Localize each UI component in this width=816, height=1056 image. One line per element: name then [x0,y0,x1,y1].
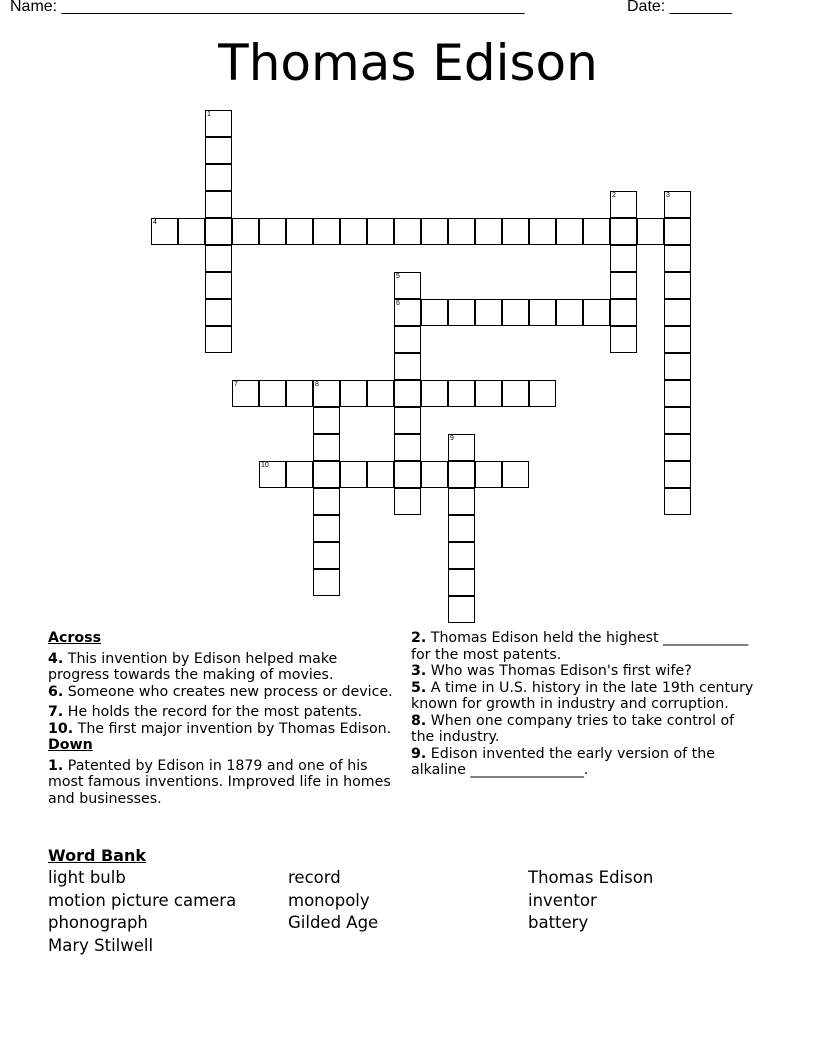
grid-cell[interactable] [367,461,394,488]
clue-number-label: 3 [666,192,670,199]
grid-cell[interactable] [664,488,691,515]
grid-cell[interactable] [286,218,313,245]
grid-cell[interactable] [205,137,232,164]
word-bank-item: Thomas Edison [528,868,654,887]
clue-number-label: 9 [450,435,454,442]
grid-cell[interactable] [610,218,637,245]
clue-down-5: 5. A time in U.S. history in the late 19th century known for growth in industry and corruption. [411,679,754,712]
grid-cell[interactable] [448,569,475,596]
grid-cell[interactable] [232,380,259,407]
grid-cell[interactable] [637,218,664,245]
clue-across-7: 7. He holds the record for the most patents. [48,704,363,720]
grid-cell[interactable] [340,380,367,407]
grid-cell[interactable] [664,380,691,407]
grid-cell[interactable] [475,461,502,488]
grid-cell[interactable] [610,191,637,218]
across-clues [48,630,398,807]
grid-cell[interactable] [313,218,340,245]
grid-cell[interactable] [502,461,529,488]
clue-number-label: 2 [612,192,616,199]
grid-cell[interactable] [664,272,691,299]
grid-cell[interactable] [664,299,691,326]
word-bank-item: record [288,868,341,887]
grid-cell[interactable] [340,218,367,245]
word-bank-item: light bulb [48,868,126,887]
grid-cell[interactable] [583,299,610,326]
grid-cell[interactable] [664,434,691,461]
grid-cell[interactable] [421,299,448,326]
grid-cell[interactable] [610,272,637,299]
grid-cell[interactable] [313,434,340,461]
clue-number-label: 7 [234,381,238,388]
word-bank-item: inventor [528,891,597,910]
word-bank-item: battery [528,913,589,932]
grid-cell[interactable] [448,542,475,569]
grid-cell[interactable] [448,515,475,542]
grid-cell[interactable] [313,488,340,515]
grid-cell[interactable] [205,164,232,191]
grid-cell[interactable] [502,380,529,407]
grid-cell[interactable] [313,515,340,542]
grid-cell[interactable] [286,380,313,407]
down-clues-continued [411,630,756,779]
clue-across-4: 4. This invention by Edison helped make progress towards the making of movies. [48,650,338,683]
grid-cell[interactable] [664,191,691,218]
grid-cell[interactable] [394,218,421,245]
grid-cell[interactable] [367,380,394,407]
grid-cell[interactable] [421,218,448,245]
grid-cell[interactable] [475,380,502,407]
clue-across-10: 10. The first major invention by Thomas Edison. [48,720,392,737]
grid-cell[interactable] [529,299,556,326]
grid-cell[interactable] [313,380,340,407]
grid-cell[interactable] [610,326,637,353]
grid-cell[interactable] [421,380,448,407]
grid-cell[interactable] [448,461,475,488]
down-heading: Down [48,737,93,753]
date-field-label: Date: _______ [627,0,732,15]
clue-down-3: 3. Who was Thomas Edison's first wife? [411,663,692,679]
clue-down-8: 8. When one company tries to take control of the industry. [411,712,735,745]
grid-cell[interactable] [259,380,286,407]
grid-cell[interactable] [205,218,232,245]
grid-cell[interactable] [394,380,421,407]
clue-number-label: 10 [261,462,269,469]
clue-down-2: 2. Thomas Edison held the highest ____________ for the most patents. [411,630,749,663]
grid-cell[interactable] [448,434,475,461]
clue-across-6: 6. Someone who creates new process or device. [48,683,393,700]
word-bank-item: Gilded Age [288,913,379,932]
clue-number-label: 5 [396,273,400,280]
grid-cell[interactable] [664,407,691,434]
grid-cell[interactable] [610,245,637,272]
clue-down-1: 1. Patented by Edison in 1879 and one of his most famous inventions. Improved life in homes and businesses. [48,757,391,807]
grid-cell[interactable] [286,461,313,488]
grid-cell[interactable] [313,542,340,569]
clue-number-label: 4 [153,219,157,226]
grid-cell[interactable] [340,461,367,488]
grid-cell[interactable] [610,299,637,326]
grid-cell[interactable] [394,299,421,326]
grid-cell[interactable] [205,245,232,272]
word-bank-item: phonograph [48,913,148,932]
grid-cell[interactable] [556,299,583,326]
grid-cell[interactable] [394,434,421,461]
grid-cell[interactable] [259,461,286,488]
grid-cell[interactable] [394,353,421,380]
grid-cell[interactable] [205,191,232,218]
grid-cell[interactable] [178,218,205,245]
grid-cell[interactable] [313,461,340,488]
grid-cell[interactable] [529,218,556,245]
grid-cell[interactable] [664,461,691,488]
grid-cell[interactable] [448,380,475,407]
grid-cell[interactable] [421,461,448,488]
grid-cell[interactable] [664,245,691,272]
grid-cell[interactable] [151,218,178,245]
clue-down-9: 9. Edison invented the early version of the alkaline ________________. [411,745,715,778]
grid-cell[interactable] [502,218,529,245]
grid-cell[interactable] [394,488,421,515]
word-bank-item: Mary Stilwell [48,936,154,955]
grid-cell[interactable] [367,218,394,245]
grid-cell[interactable] [529,380,556,407]
grid-cell[interactable] [259,218,286,245]
grid-cell[interactable] [448,488,475,515]
word-bank-item: motion picture camera [48,891,237,910]
word-bank-item: monopoly [288,891,370,910]
grid-cell[interactable] [313,407,340,434]
across-heading: Across [48,630,102,646]
grid-cell[interactable] [556,218,583,245]
grid-cell[interactable] [475,218,502,245]
grid-cell[interactable] [313,569,340,596]
grid-cell[interactable] [205,272,232,299]
grid-cell[interactable] [394,461,421,488]
grid-cell[interactable] [394,407,421,434]
page-title: Thomas Edison [218,34,598,92]
grid-cell[interactable] [664,353,691,380]
grid-cell[interactable] [664,218,691,245]
clue-number-label: 1 [207,111,211,118]
name-field-label: Name: ____________________________________________________ [10,0,525,15]
grid-cell[interactable] [232,218,259,245]
grid-cell[interactable] [448,299,475,326]
grid-cell[interactable] [205,326,232,353]
grid-cell[interactable] [448,596,475,623]
grid-cell[interactable] [475,299,502,326]
grid-cell[interactable] [448,218,475,245]
grid-cell[interactable] [205,299,232,326]
grid-cell[interactable] [394,326,421,353]
clue-number-label: 8 [315,381,319,388]
grid-cell[interactable] [205,110,232,137]
grid-cell[interactable] [394,272,421,299]
clue-number-label: 6 [396,300,400,307]
word-bank-heading: Word Bank [48,846,147,865]
grid-cell[interactable] [583,218,610,245]
grid-cell[interactable] [502,299,529,326]
grid-cell[interactable] [664,326,691,353]
